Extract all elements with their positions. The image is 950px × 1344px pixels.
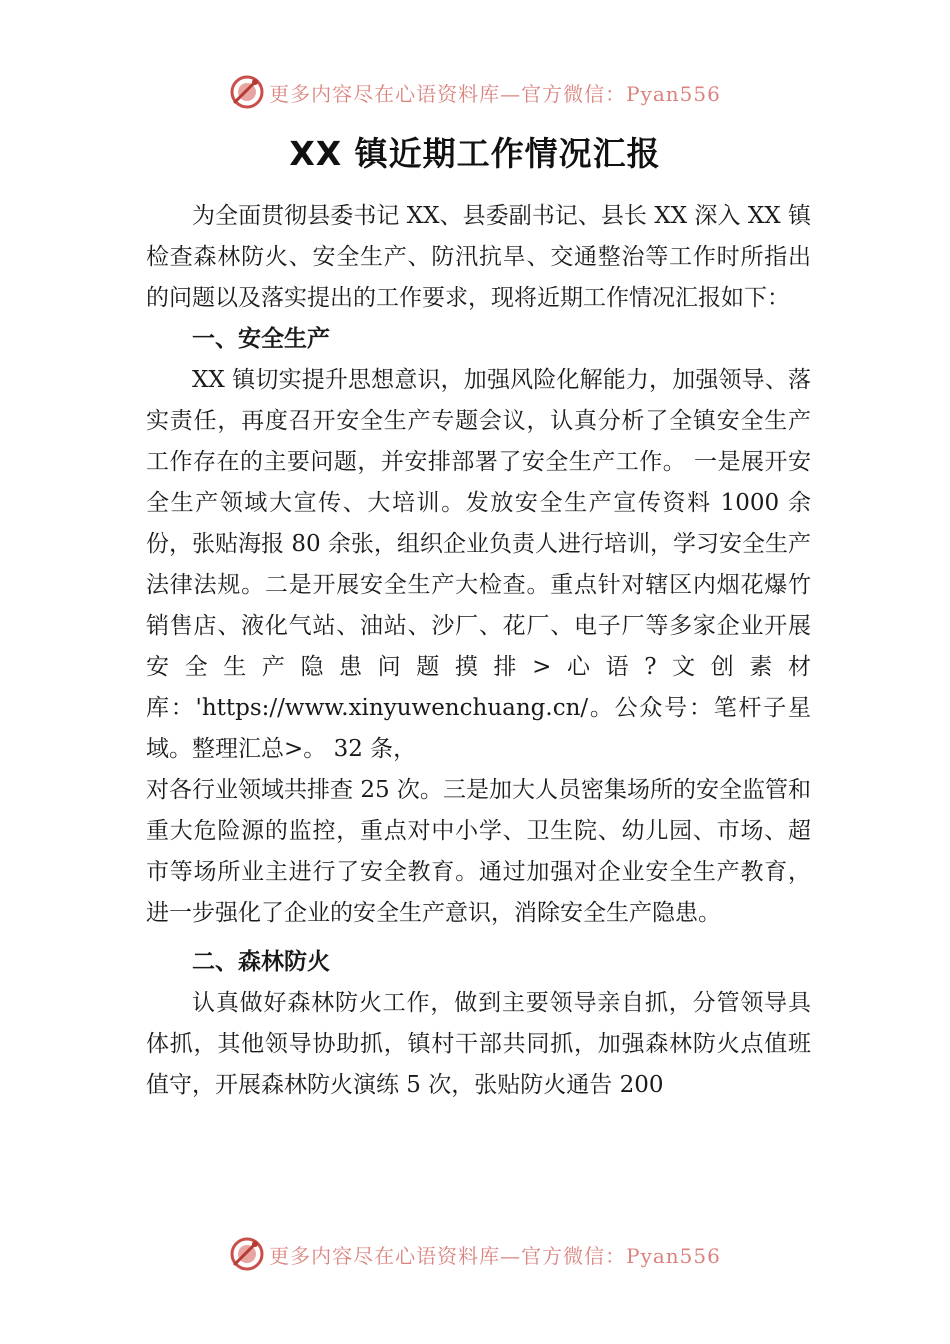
header-banner [0, 70, 950, 114]
logo-icon [229, 1236, 265, 1272]
logo-icon [229, 74, 265, 110]
footer-banner [0, 1232, 950, 1276]
safety-paragraph-2: 对各行业领域共排查 25 次。三是加大人员密集场所的安全监管和重大危险源的监控，重点对中小学、卫生院、幼儿园、市场、超市等场所业主进行了安全教育。通过加强对企业安全生产教育，进一步强化了企业的安全生产意识，消除安全生产隐患。 [146, 777, 811, 926]
section-heading-forest-fire: 二、森林防火 [192, 949, 330, 975]
safety-paragraph-1: XX 镇切实提升思想意识，加强风险化解能力，加强领导、落实责任，再度召开安全生产专题会议，认真分析了全镇安全生产工作存在的主要问题，并安排部署了安全生产工作。 一是展开安全生产领域大宣传、大培训。发放安全生产宣传资料 1000 余份，张贴海报 80 余张，组织企业负责人进行培训，学习安全生产法律法规。二是开展安全生产大检查。重点针对辖区内烟花爆竹销售店、液化气站、油站、沙厂、花厂、电子厂等多家企业开展安全生产隐患问题摸排>心语?文创素材库：'https://www.xinyuwenchuang.cn/。公众号：笔杆子星域。整理汇总>。 32 条， [146, 367, 811, 762]
footer-banner-text: 更多内容尽在心语资料库—官方微信：Pyan556 [269, 1243, 721, 1268]
document-title: XX 镇近期工作情况汇报 [289, 134, 661, 173]
section-heading-safety: 一、安全生产 [192, 326, 330, 352]
document-body [146, 196, 811, 1106]
header-banner-text: 更多内容尽在心语资料库—官方微信：Pyan556 [269, 81, 721, 106]
forest-fire-paragraph: 认真做好森林防火工作，做到主要领导亲自抓，分管领导具体抓，其他领导协助抓，镇村干部共同抓，加强森林防火点值班值守，开展森林防火演练 5 次，张贴防火通告 200 [146, 990, 811, 1098]
intro-paragraph: 为全面贯彻县委书记 XX、县委副书记、县长 XX 深入 XX 镇检查森林防火、安全生产、防汛抗旱、交通整治等工作时所指出的问题以及落实提出的工作要求，现将近期工作情况汇报如下： [146, 203, 811, 311]
